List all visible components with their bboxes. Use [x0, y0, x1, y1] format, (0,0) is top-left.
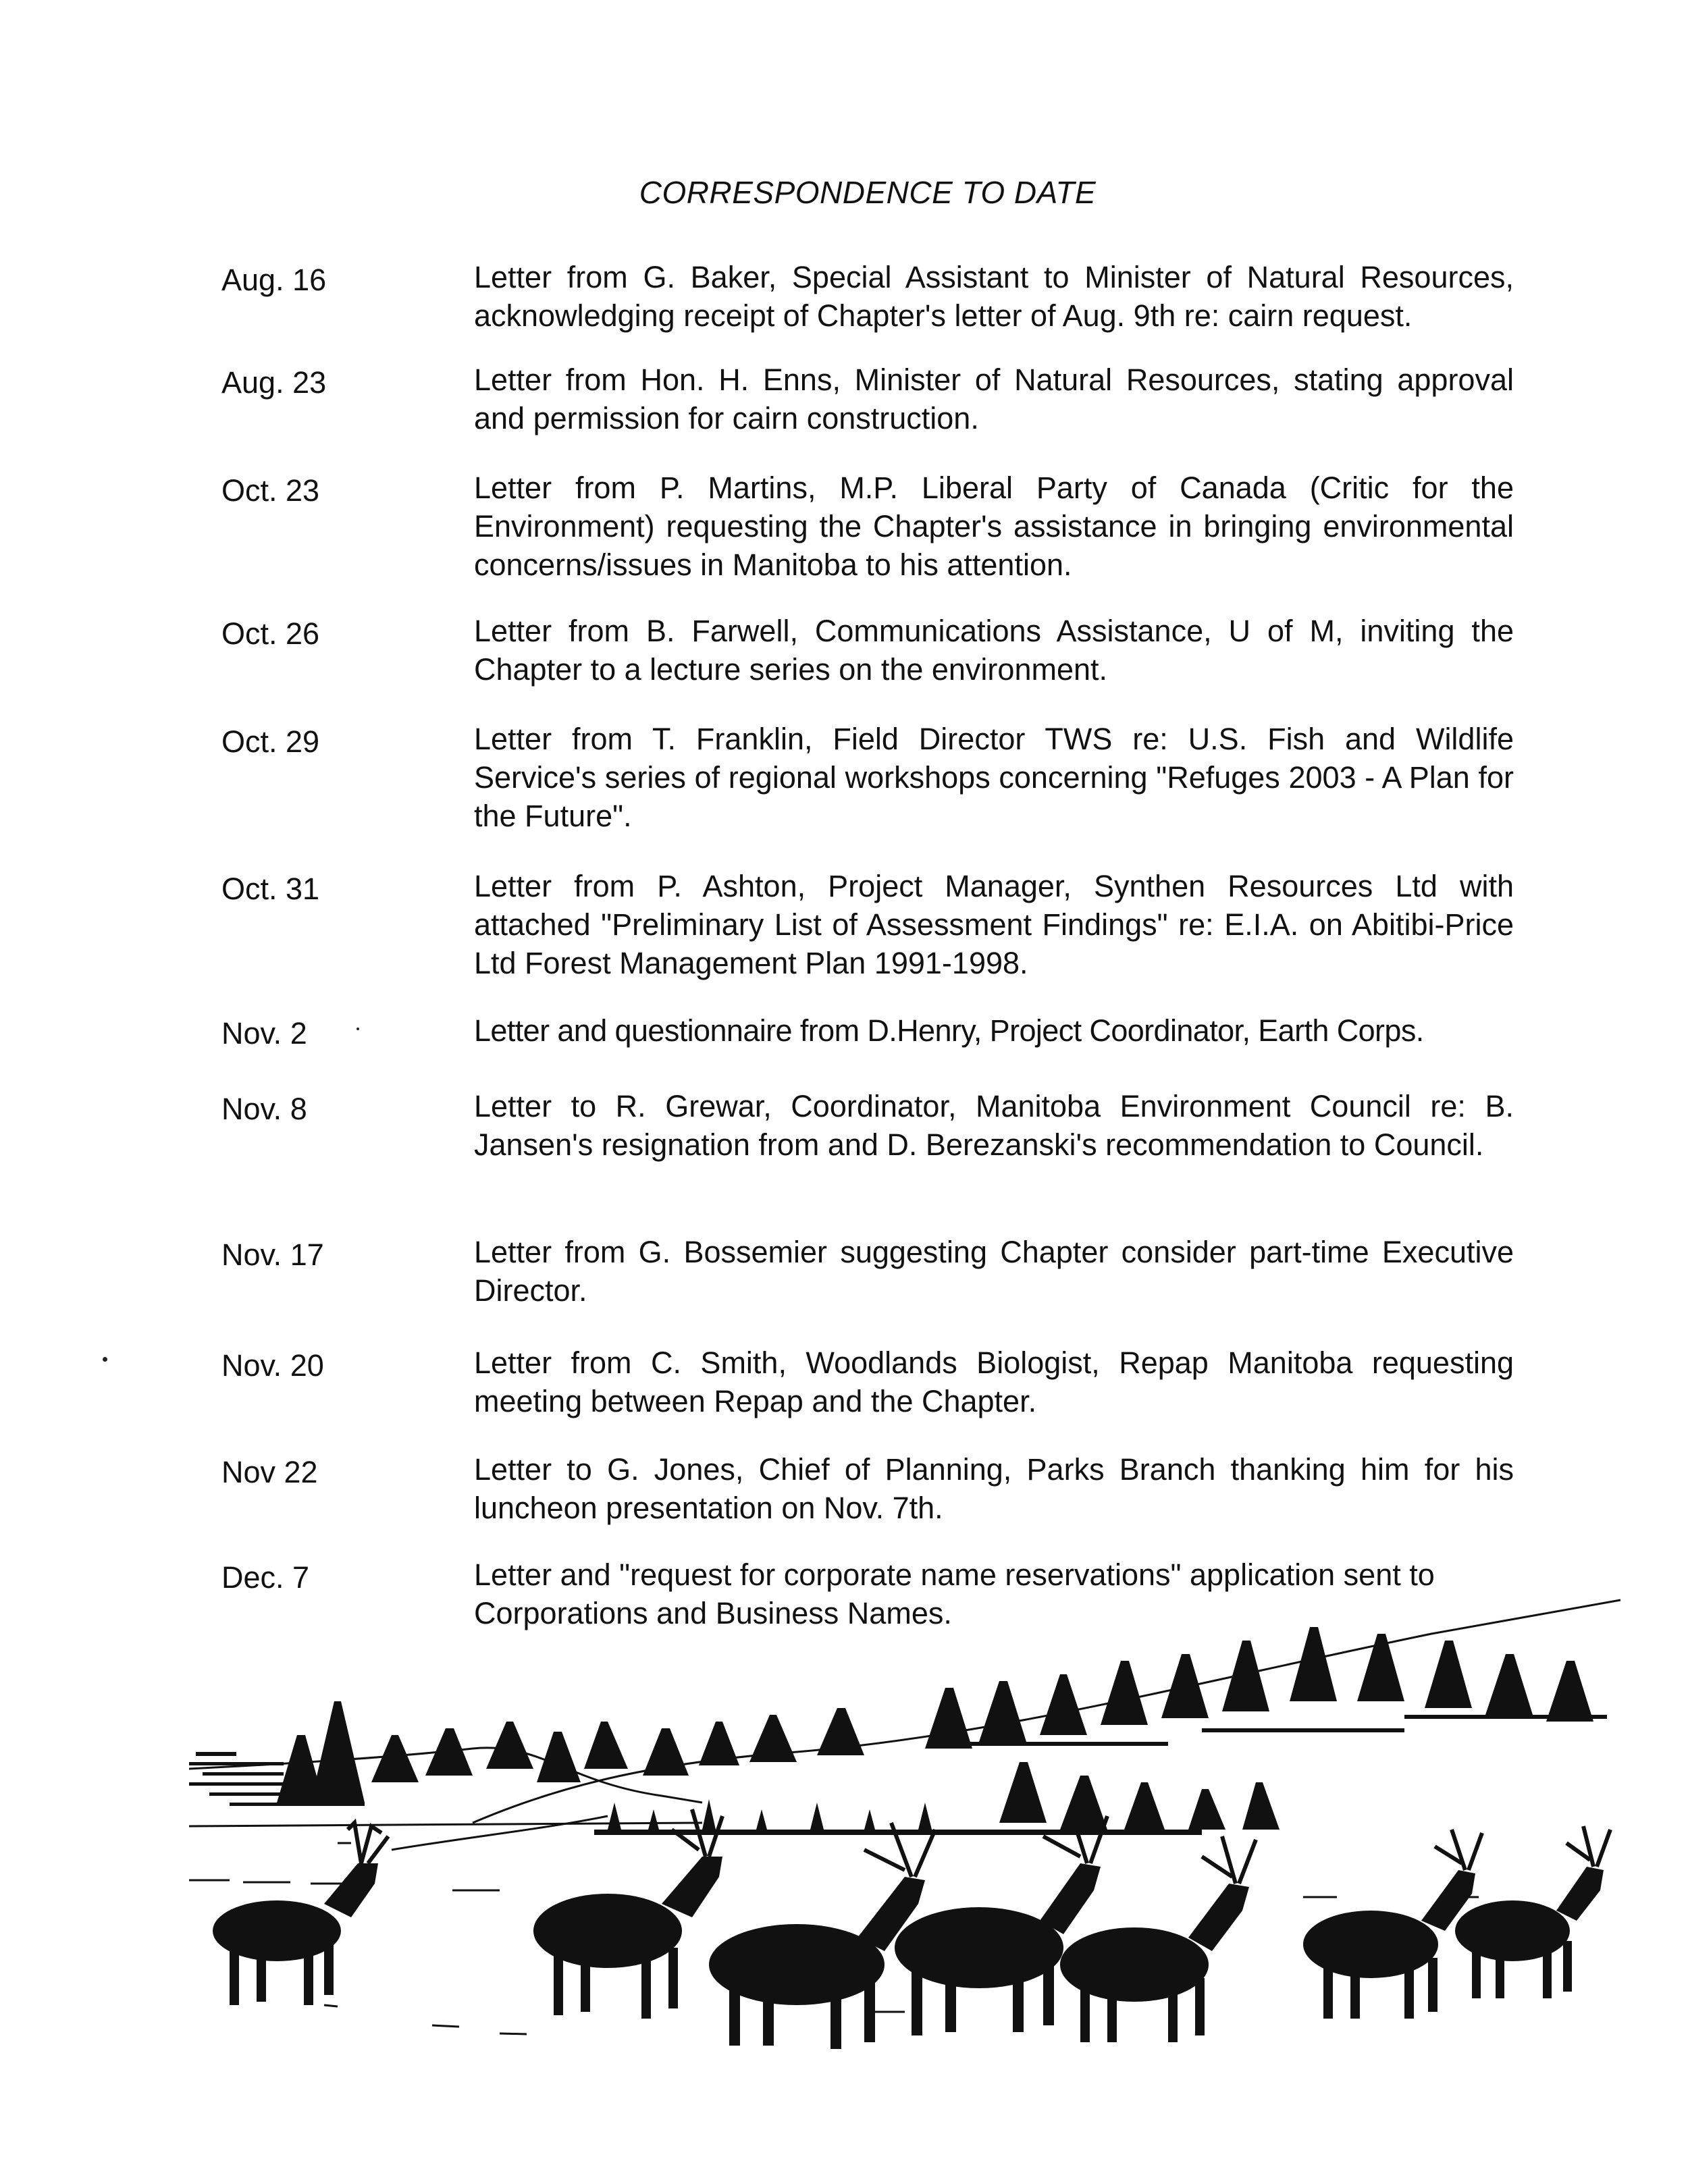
entry-text: Letter and "request for corporate name reservations" application sent to Corporations and Business Names. [474, 1557, 1435, 1630]
forest-left [189, 1701, 864, 1806]
list-item [221, 1233, 1518, 1310]
caribou-landscape-illustration [189, 1580, 1634, 2052]
list-item [221, 469, 1518, 584]
caribou-4 [895, 1809, 1107, 2035]
entry-date: Nov. 20 [221, 1348, 324, 1383]
entry-text: Letter from P. Martins, M.P. Liberal Party of Canada (Critic for the Environment) requesting the Chapter's assistance in bringing environmental concerns/issues in Manitoba to his attention. [474, 471, 1514, 582]
caribou-7 [1455, 1826, 1610, 1998]
page-title: CORRESPONDENCE TO DATE [639, 175, 1097, 210]
scan-speck [357, 1028, 359, 1030]
entry-text: Letter from C. Smith, Woodlands Biologist, Repap Manitoba requesting meeting between Repap and the Chapter. [474, 1346, 1514, 1418]
entry-date: Dec. 7 [221, 1560, 310, 1595]
scan-speck [103, 1357, 107, 1362]
caribou-1 [213, 1823, 388, 2005]
entry-text: Letter to G. Jones, Chief of Planning, Parks Branch thanking him for his luncheon presentation on Nov. 7th. [474, 1452, 1514, 1525]
entry-date: Nov 22 [221, 1455, 318, 1489]
entry-text: Letter from G. Bossemier suggesting Chapter consider part-time Executive Director. [474, 1235, 1514, 1308]
entry-text: Letter from Hon. H. Enns, Minister of Natural Resources, stating approval and permission for cairn construction. [474, 363, 1514, 435]
entry-text: Letter from P. Ashton, Project Manager, Synthen Resources Ltd with attached "Preliminary List of Assessment Findings" re: E.I.A. on Abitibi-Price Ltd Forest Management Plan 1991-1998. [474, 869, 1514, 980]
list-item [221, 867, 1518, 982]
list-item [221, 1087, 1518, 1164]
entry-text: Letter from G. Baker, Special Assistant to Minister of Natural Resources, acknowledging receipt of Chapter's letter of Aug. 9th re: cairn request. [474, 260, 1514, 333]
list-item [221, 1011, 1518, 1053]
caribou-6 [1303, 1830, 1482, 2019]
entry-date: Aug. 23 [221, 365, 327, 400]
entry-date: Nov. 8 [221, 1092, 307, 1126]
list-item [221, 720, 1518, 835]
list-item [221, 1450, 1518, 1527]
entry-date: Aug. 16 [221, 263, 327, 297]
forest-right [925, 1627, 1607, 1749]
entry-date: Oct. 31 [221, 872, 320, 906]
list-item [221, 612, 1518, 689]
entry-text: Letter from B. Farwell, Communications Assistance, U of M, inviting the Chapter to a lecture series on the environment. [474, 614, 1514, 687]
caribou-2 [533, 1809, 722, 2019]
entry-date: Oct. 29 [221, 724, 320, 759]
entry-date: Nov. 17 [221, 1237, 324, 1272]
list-item [221, 1343, 1518, 1420]
entry-date: Nov. 2 [221, 1016, 307, 1050]
list-item [221, 258, 1518, 335]
list-item [221, 361, 1518, 437]
entry-text: Letter from T. Franklin, Field Director TWS re: U.S. Fish and Wildlife Service's series of regional workshops concerning "Refuges 2003 - A Plan for the Future". [474, 722, 1514, 833]
entry-text: Letter to R. Grewar, Coordinator, Manitoba Environment Council re: B. Jansen's resignation from and D. Berezanski's recommendation to Council. [474, 1089, 1514, 1162]
entry-date: Oct. 23 [221, 473, 320, 508]
entry-text: Letter and questionnaire from D.Henry, Project Coordinator, Earth Corps. [474, 1013, 1424, 1048]
entry-date: Oct. 26 [221, 616, 320, 651]
